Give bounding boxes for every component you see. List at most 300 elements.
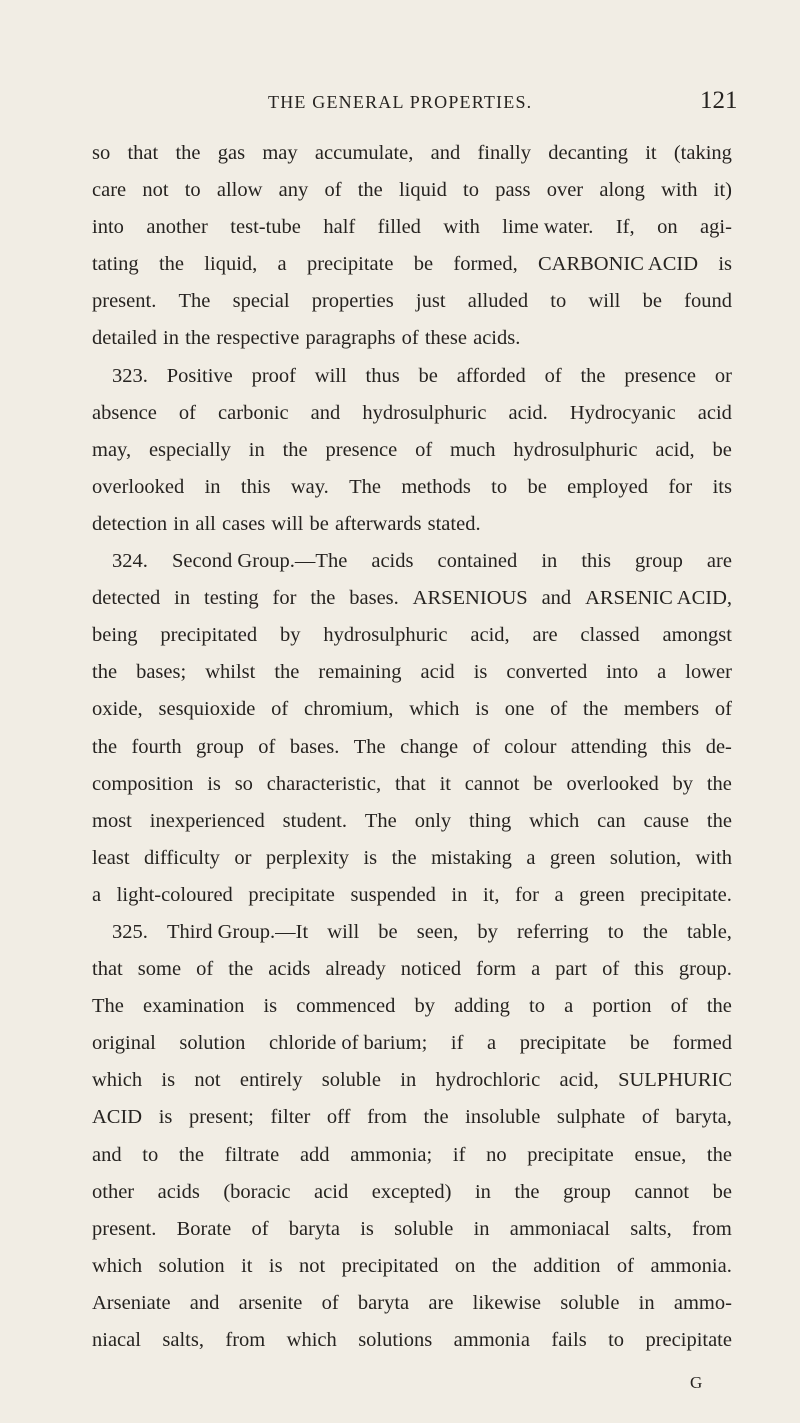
text-line bbox=[92, 617, 732, 654]
word: suspended bbox=[350, 883, 436, 906]
word: properties bbox=[311, 290, 394, 313]
text-line bbox=[92, 803, 732, 840]
word: is bbox=[268, 1254, 283, 1277]
word: is bbox=[263, 995, 278, 1018]
word: to bbox=[529, 995, 545, 1018]
word: the bbox=[423, 1106, 449, 1129]
word: off bbox=[326, 1106, 351, 1129]
word: in bbox=[400, 1069, 417, 1092]
word: ammonia. bbox=[650, 1254, 732, 1277]
text-line bbox=[92, 172, 732, 209]
word: the bbox=[706, 1143, 732, 1166]
word: proof bbox=[251, 364, 296, 387]
word: of bbox=[544, 364, 562, 387]
word: solution bbox=[158, 1254, 225, 1277]
word: precipitated bbox=[160, 624, 258, 647]
text-line bbox=[92, 1322, 732, 1359]
word: the bbox=[706, 772, 732, 795]
word: converted bbox=[506, 661, 588, 684]
text-line bbox=[92, 320, 732, 357]
word: bases. bbox=[289, 735, 340, 758]
word: cannot bbox=[634, 1180, 690, 1203]
word: cannot bbox=[464, 772, 520, 795]
word: student. bbox=[282, 809, 347, 832]
word: in bbox=[474, 1180, 491, 1203]
word: just bbox=[415, 290, 446, 313]
word: acid, bbox=[559, 1069, 599, 1092]
word: will bbox=[314, 364, 347, 387]
word: acid bbox=[420, 661, 455, 684]
word: the bbox=[357, 179, 383, 202]
word: a bbox=[92, 883, 102, 906]
word: bases; bbox=[136, 661, 187, 684]
word: bases. bbox=[349, 587, 399, 610]
word: are bbox=[706, 550, 732, 573]
word: addition bbox=[533, 1254, 601, 1277]
text-line bbox=[92, 1211, 732, 1248]
word: (taking bbox=[673, 142, 732, 164]
word: the bbox=[491, 1254, 517, 1277]
word: respective bbox=[216, 327, 300, 350]
word: the bbox=[228, 958, 254, 981]
word: formed bbox=[672, 1032, 732, 1055]
word: Second Group.—The bbox=[171, 550, 348, 573]
word: is bbox=[158, 1106, 173, 1129]
word: to bbox=[184, 179, 201, 202]
text-line bbox=[92, 1137, 732, 1174]
word: a bbox=[277, 253, 287, 276]
text-line bbox=[92, 691, 732, 728]
word: present. bbox=[92, 290, 157, 313]
word: of bbox=[251, 1217, 269, 1240]
text-line bbox=[92, 1285, 732, 1322]
word: arsenite bbox=[238, 1291, 303, 1314]
word: if bbox=[450, 1032, 464, 1055]
word: of bbox=[258, 735, 276, 758]
word: any bbox=[278, 179, 309, 202]
word: which bbox=[92, 1254, 143, 1277]
word: will bbox=[588, 290, 621, 313]
word: seen, bbox=[416, 920, 459, 943]
word: soluble bbox=[321, 1069, 381, 1092]
word: 325. bbox=[112, 920, 148, 943]
word: is bbox=[475, 698, 489, 721]
word: insoluble bbox=[465, 1106, 541, 1129]
word: de- bbox=[705, 735, 732, 758]
word: green bbox=[549, 846, 596, 869]
word: is bbox=[207, 772, 221, 795]
word: not bbox=[299, 1254, 326, 1277]
word: or bbox=[714, 364, 732, 387]
word: and bbox=[92, 1143, 122, 1166]
word: into bbox=[606, 661, 639, 684]
word: these bbox=[424, 327, 467, 350]
word: presence bbox=[624, 364, 697, 387]
word: will bbox=[271, 512, 304, 535]
word: finally bbox=[477, 142, 531, 164]
word: a bbox=[531, 958, 541, 981]
word: agi- bbox=[700, 216, 732, 239]
word: be bbox=[418, 364, 438, 387]
word: amongst bbox=[662, 624, 732, 647]
word: over bbox=[546, 179, 584, 202]
word: acid bbox=[697, 401, 732, 424]
word: in bbox=[174, 587, 191, 610]
word: may bbox=[262, 142, 298, 164]
word: paragraphs bbox=[305, 327, 396, 350]
word: precipitate bbox=[248, 883, 335, 906]
word: sesquioxide bbox=[158, 698, 256, 721]
word: detection bbox=[92, 512, 168, 535]
word: fourth bbox=[131, 735, 182, 758]
word: it) bbox=[713, 179, 732, 202]
word: decanting bbox=[548, 142, 628, 164]
word: lime water. bbox=[502, 216, 594, 239]
word: formed, bbox=[453, 253, 518, 276]
word: Arseniate bbox=[92, 1291, 171, 1314]
word: to bbox=[142, 1143, 159, 1166]
word: be bbox=[527, 475, 547, 498]
word: it bbox=[439, 772, 451, 795]
word: only bbox=[414, 809, 452, 832]
word: referring bbox=[516, 920, 589, 943]
word: employed bbox=[567, 475, 649, 498]
word: afforded bbox=[456, 364, 526, 387]
word: the bbox=[92, 661, 118, 684]
word: in bbox=[248, 438, 265, 461]
text-line bbox=[92, 543, 732, 580]
word: the bbox=[391, 846, 417, 869]
word: liquid bbox=[398, 179, 447, 202]
word: group. bbox=[678, 958, 732, 981]
word: The bbox=[349, 475, 382, 498]
word: fails bbox=[551, 1329, 587, 1351]
text-line bbox=[92, 729, 732, 766]
word: precipitated bbox=[341, 1254, 439, 1277]
word: of bbox=[472, 735, 490, 758]
word: ammonia bbox=[453, 1329, 530, 1351]
word: by bbox=[477, 920, 498, 943]
text-line bbox=[92, 1062, 732, 1099]
word: in bbox=[473, 1217, 490, 1240]
word: being bbox=[92, 624, 138, 647]
word: Borate bbox=[176, 1217, 232, 1240]
word: may, bbox=[92, 438, 132, 461]
word: stated. bbox=[427, 512, 481, 535]
word: hydrosulphuric bbox=[362, 401, 487, 424]
word: in bbox=[204, 475, 221, 498]
word: found bbox=[684, 290, 732, 313]
word: thing bbox=[469, 809, 512, 832]
word: other bbox=[92, 1180, 135, 1203]
word: the bbox=[185, 327, 211, 350]
word: in bbox=[541, 550, 558, 573]
word: of bbox=[324, 179, 342, 202]
word: baryta bbox=[288, 1217, 340, 1240]
word: is bbox=[363, 846, 378, 869]
word: with bbox=[443, 216, 480, 239]
text-line bbox=[92, 1099, 732, 1136]
word: that bbox=[92, 958, 123, 981]
word: precipitate. bbox=[640, 883, 732, 906]
word: the bbox=[580, 364, 606, 387]
word: thus bbox=[365, 364, 400, 387]
text-line bbox=[92, 988, 732, 1025]
word: classed bbox=[580, 624, 640, 647]
word: whilst bbox=[205, 661, 256, 684]
word: The bbox=[364, 809, 397, 832]
word: members bbox=[623, 698, 700, 721]
word: a bbox=[564, 995, 574, 1018]
word: perplexity bbox=[265, 846, 350, 869]
word: oxide, bbox=[92, 698, 143, 721]
word: is bbox=[718, 253, 732, 276]
word: and bbox=[541, 587, 572, 610]
text-line bbox=[92, 766, 732, 803]
word: examination bbox=[143, 995, 245, 1018]
text-line bbox=[92, 654, 732, 691]
word: mistaking bbox=[431, 846, 512, 869]
word: much bbox=[450, 438, 496, 461]
word: by bbox=[280, 624, 301, 647]
word: are bbox=[428, 1291, 454, 1314]
word: Third Group.—It bbox=[166, 920, 309, 943]
text-line bbox=[92, 209, 732, 246]
word: the bbox=[310, 587, 336, 610]
word: present; bbox=[188, 1106, 254, 1129]
word: of bbox=[602, 958, 620, 981]
word: ammoniacal bbox=[509, 1217, 610, 1240]
word: soluble bbox=[394, 1217, 454, 1240]
word: or bbox=[234, 846, 252, 869]
word: portion bbox=[592, 995, 652, 1018]
word: ARSENIOUS bbox=[412, 587, 528, 610]
word: along bbox=[599, 179, 645, 202]
word: likewise bbox=[472, 1291, 541, 1314]
word: not bbox=[194, 1069, 221, 1092]
word: The bbox=[353, 735, 386, 758]
text-line bbox=[92, 358, 732, 395]
word: care bbox=[92, 179, 127, 202]
word: cause bbox=[643, 809, 690, 832]
word: with bbox=[695, 846, 732, 869]
word: ammo- bbox=[673, 1291, 732, 1314]
word: 323. bbox=[112, 364, 148, 387]
word: solution, bbox=[609, 846, 682, 869]
word: be bbox=[413, 253, 434, 276]
word: especially bbox=[148, 438, 231, 461]
word: this bbox=[581, 550, 611, 573]
word: If, bbox=[615, 216, 635, 239]
word: that bbox=[127, 142, 159, 164]
word: by bbox=[672, 772, 694, 795]
word: the bbox=[706, 995, 732, 1018]
word: to bbox=[607, 920, 624, 943]
word: one bbox=[504, 698, 535, 721]
word: be bbox=[533, 772, 553, 795]
word: allow bbox=[216, 179, 263, 202]
text-line bbox=[92, 506, 732, 543]
word: for bbox=[515, 883, 539, 906]
word: part bbox=[555, 958, 588, 981]
word: the bbox=[282, 438, 308, 461]
word: this bbox=[634, 958, 664, 981]
word: all bbox=[195, 512, 216, 535]
word: add bbox=[299, 1143, 330, 1166]
word: group bbox=[196, 735, 244, 758]
word: which bbox=[529, 809, 580, 832]
word: alluded bbox=[467, 290, 529, 313]
word: The bbox=[178, 290, 211, 313]
word: baryta bbox=[357, 1291, 410, 1314]
word: is bbox=[161, 1069, 176, 1092]
word: which bbox=[92, 1069, 143, 1092]
word: and bbox=[310, 401, 341, 424]
word: salts, bbox=[162, 1329, 204, 1351]
word: on bbox=[657, 216, 678, 239]
word: accumulate, bbox=[314, 142, 414, 164]
word: of bbox=[550, 698, 568, 721]
word: filled bbox=[377, 216, 421, 239]
word: absence bbox=[92, 401, 157, 424]
text-line bbox=[92, 580, 732, 617]
word: filtrate bbox=[224, 1143, 280, 1166]
word: composition bbox=[92, 772, 194, 795]
word: group bbox=[635, 550, 683, 573]
word: difficulty bbox=[144, 846, 220, 869]
word: test-tube bbox=[230, 216, 301, 239]
word: noticed bbox=[400, 958, 462, 981]
word: carbonic bbox=[218, 401, 289, 424]
text-line bbox=[92, 469, 732, 506]
word: it, bbox=[482, 883, 500, 906]
word: liquid, bbox=[204, 253, 258, 276]
word: table, bbox=[686, 920, 732, 943]
word: of bbox=[321, 1291, 339, 1314]
word: it bbox=[241, 1254, 253, 1277]
word: already bbox=[325, 958, 386, 981]
word: salts, bbox=[630, 1217, 672, 1240]
word: be bbox=[629, 1032, 650, 1055]
word: in bbox=[163, 327, 179, 350]
word: if bbox=[452, 1143, 466, 1166]
word: from bbox=[692, 1217, 732, 1240]
text-line bbox=[92, 1025, 732, 1062]
word: ammonia; bbox=[350, 1143, 433, 1166]
word: by bbox=[414, 995, 435, 1018]
word: change bbox=[400, 735, 459, 758]
word: gas bbox=[217, 142, 246, 164]
word: Hydrocyanic bbox=[569, 401, 676, 424]
word: a bbox=[657, 661, 667, 684]
word: SULPHURIC bbox=[618, 1069, 732, 1092]
word: it bbox=[645, 142, 657, 164]
word: form bbox=[476, 958, 517, 981]
word: The bbox=[92, 995, 124, 1018]
word: the bbox=[583, 698, 609, 721]
word: the bbox=[158, 253, 185, 276]
word: be bbox=[712, 438, 732, 461]
word: excepted) bbox=[371, 1180, 452, 1203]
word: hydrosulphuric bbox=[323, 624, 448, 647]
word: can bbox=[597, 809, 626, 832]
word: light-coloured bbox=[116, 883, 233, 906]
word: adding bbox=[454, 995, 510, 1018]
word: is bbox=[360, 1217, 374, 1240]
word: solutions bbox=[358, 1329, 433, 1351]
word: hydrosulphuric bbox=[513, 438, 638, 461]
word: most bbox=[92, 809, 132, 832]
word: of bbox=[714, 698, 732, 721]
word: and bbox=[189, 1291, 220, 1314]
body-text bbox=[92, 135, 732, 1359]
word: a bbox=[526, 846, 536, 869]
word: cases bbox=[222, 512, 266, 535]
word: its bbox=[712, 475, 732, 498]
text-line bbox=[92, 914, 732, 951]
word: inexperienced bbox=[149, 809, 265, 832]
word: a bbox=[487, 1032, 497, 1055]
word: lower bbox=[685, 661, 732, 684]
signature-mark: G bbox=[690, 1373, 703, 1392]
word: be bbox=[309, 512, 329, 535]
page-number: 121 bbox=[700, 87, 738, 114]
text-line bbox=[92, 283, 732, 320]
word: acids bbox=[268, 958, 311, 981]
word: ensue, bbox=[634, 1143, 687, 1166]
word: precipitate bbox=[519, 1032, 607, 1055]
word: precipitate bbox=[527, 1143, 614, 1166]
word: attending bbox=[570, 735, 648, 758]
word: precipitate bbox=[306, 253, 394, 276]
word: chloride of barium; bbox=[269, 1032, 428, 1055]
word: colour bbox=[504, 735, 557, 758]
word: original bbox=[92, 1032, 156, 1055]
word: so bbox=[234, 772, 253, 795]
word: (boracic bbox=[223, 1180, 291, 1203]
word: from bbox=[225, 1329, 266, 1351]
word: the bbox=[178, 1143, 204, 1166]
word: to bbox=[491, 475, 508, 498]
word: the bbox=[706, 809, 732, 832]
word: sulphate bbox=[556, 1106, 626, 1129]
text-line bbox=[92, 395, 732, 432]
word: so bbox=[92, 142, 111, 164]
word: be bbox=[378, 920, 398, 943]
word: of bbox=[670, 995, 688, 1018]
word: on bbox=[454, 1254, 476, 1277]
word: afterwards bbox=[334, 512, 422, 535]
word: ACID bbox=[92, 1106, 143, 1129]
word: hydrochloric bbox=[435, 1069, 541, 1092]
word: of bbox=[641, 1106, 659, 1129]
word: not bbox=[142, 179, 169, 202]
word: solution bbox=[179, 1032, 246, 1055]
word: acids bbox=[371, 550, 414, 573]
word: the bbox=[274, 661, 300, 684]
text-line bbox=[92, 135, 732, 172]
word: of bbox=[415, 438, 433, 461]
word: characteristic, bbox=[266, 772, 382, 795]
word: another bbox=[146, 216, 208, 239]
word: the bbox=[175, 142, 201, 164]
word: acids bbox=[157, 1180, 200, 1203]
word: the bbox=[642, 920, 668, 943]
word: Positive bbox=[166, 364, 233, 387]
word: into bbox=[92, 216, 124, 239]
word: in bbox=[638, 1291, 655, 1314]
word: niacal bbox=[92, 1329, 141, 1351]
